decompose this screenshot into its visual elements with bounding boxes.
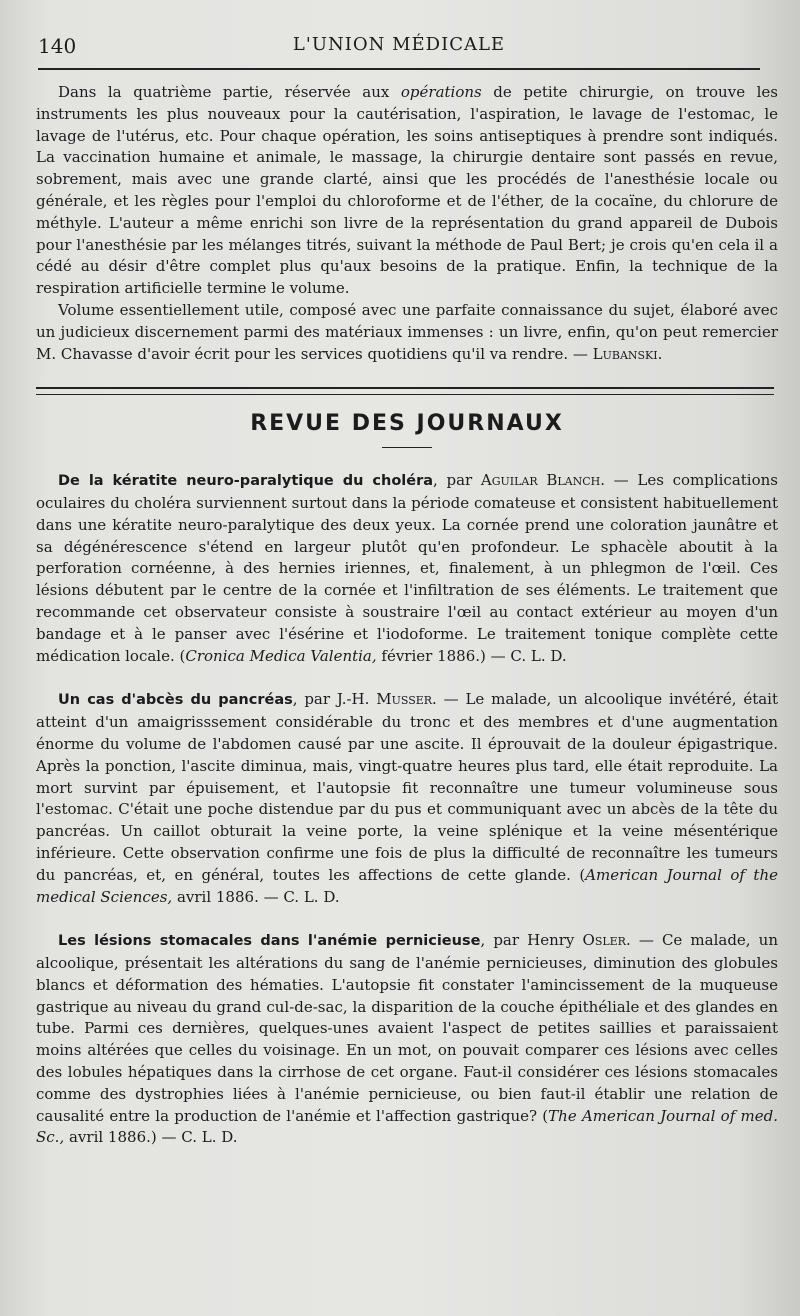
article-title: Un cas d'abcès du pancréas xyxy=(58,692,293,709)
article-keratite xyxy=(36,470,778,667)
review-author: Lubanski. xyxy=(592,344,663,363)
intro-text: Dans la quatrième partie, réservée aux xyxy=(58,83,401,101)
section-divider xyxy=(36,387,774,395)
page-body xyxy=(36,82,778,1149)
article-body xyxy=(36,930,778,1149)
intro-text-2: Volume essentiellement utile, composé avec une parfaite connaissance du sujet, élaboré avec un judicieux discernement parmi des matériaux immenses : un livre, enfin, qu'on peut remercier M. Chavasse d'avoir écrit pour les services quotidiens qu'il va rendre. — xyxy=(36,300,778,363)
intro-paragraph-1 xyxy=(36,82,778,300)
intro-text-rest: de petite chirurgie, on trouve les instruments les plus nouveaux pour la cautérisation, l'aspiration, le lavage de l'estomac, le lavage de l'utérus, etc. Pour chaque opération, les soins antiseptiques à prendre sont indiqués. La vaccination humaine et animale, le massage, la chirurgie dentaire sont passés en revue, sobrement, mais avec une grande clarté, ainsi que les procédés de l'anesthésie locale ou générale, et les règles pour l'emploi du chloroforme et de l'éther, de la cocaïne, du chlorure de méthyle. L'auteur a même enrichi son livre de la représentation du grand appareil de Dubois pour l'anesthésie par les mélanges titrés, suivant la méthode de Paul Bert; je crois qu'en cela il a cédé au désir d'être complet plus qu'aux besoins de la pratique. Enfin, la technique de la respiration artificielle termine le volume. xyxy=(36,83,778,298)
article-anemie xyxy=(36,930,778,1149)
intro-italic: opérations xyxy=(400,83,482,101)
intro-paragraph-2 xyxy=(36,300,778,365)
header-rule xyxy=(38,68,760,70)
article-author: Musser. xyxy=(376,690,437,709)
article-pancreas xyxy=(36,689,778,908)
article-text: — Le malade, un alcoolique invétéré, était atteint d'un amaigrisssement considérable du tronc et des membres et d'une augmentation énorme du volume de l'abdomen causé par une ascite. Il éprouvait de la douleur épigastrique. Après la ponction, l'ascite diminua, mais, vingt-quatre heures plus tard, elle était reproduite. La mort survint par épuisement, et l'autopsie fit reconnaître une tumeur volumineuse sous l'estomac. C'était une poche distendue par du pus et communiquant avec un abcès de la tête du pancréas. Un caillot obturait la veine porte, la veine splénique et la veine mésentérique inférieure. Cette observation confirme une fois de plus la difficulté de reconnaître les tumeurs du pancréas, et, en général, toutes les affections de cette glande. ( xyxy=(36,690,778,884)
article-author: Aguilar Blanch. xyxy=(480,471,605,490)
article-source: The American Journal of med. Sc., xyxy=(36,1106,778,1147)
section-title-rule xyxy=(382,447,432,448)
article-byline: , par xyxy=(433,471,481,490)
article-source: Cronica Medica Valentia, xyxy=(185,646,377,665)
article-text: — Les complications oculaires du choléra surviennent surtout dans la période comateuse et consistent habituellement dans une kératite neuro-paralytique des deux yeux. La cornée prend une coloration jaunâtre et sa dégénérescence s'étend en largeur plutôt qu'en profondeur. Le sphacèle aboutit à la perforation cornéenne, à des hernies iriennes, et, finalement, à un phlegmon de l'œil. Ces lésions débutent par le centre de la cornée et l'infiltration de ses éléments. Le traitement que recommande cet observateur consiste à soustraire l'œil au contact extérieur au moyen d'un bandage et à le panser avec l'ésérine et l'iodoforme. Le traitement tonique complète cette médication locale. ( xyxy=(36,471,778,665)
page-number: 140 xyxy=(38,34,77,58)
article-tail: avril 1886.) — C. L. D. xyxy=(64,1128,238,1147)
article-tail: avril 1886. — C. L. D. xyxy=(172,887,340,906)
article-body xyxy=(36,689,778,908)
article-title: Les lésions stomacales dans l'anémie pernicieuse xyxy=(58,933,481,950)
article-author: Osler. xyxy=(582,931,631,950)
article-tail: février 1886.) — C. L. D. xyxy=(376,646,567,665)
page-header xyxy=(38,34,760,74)
section-title: REVUE DES JOURNAUX xyxy=(250,411,564,437)
running-title: L'UNION MÉDICALE xyxy=(292,34,506,55)
article-body xyxy=(36,470,778,667)
article-source: American Journal of the medical Sciences, xyxy=(36,865,778,906)
article-title: De la kératite neuro-paralytique du choléra xyxy=(58,473,434,490)
article-byline: , par Henry xyxy=(480,931,583,950)
article-text: — Ce malade, un alcoolique, présentait les altérations du sang de l'anémie pernicieuses, diminution des globules blancs et déformation des hématies. L'autopsie fit constater l'amincissement de la muqueuse gastrique au niveau du grand cul-de-sac, la disparition de la couche épithéliale et des glandes en tube. Parmi ces dernières, quelques-unes avaient l'aspect de petites saillies et paraissaient moins altérées que celles du voisinage. En un mot, on pouvait comparer ces lésions avec celles des lobules hépatiques dans la cirrhose de cet organe. Faut-il considérer ces lésions stomacales comme des dystrophies liées à l'anémie pernicieuse, ou bien faut-il établir une relation de causalité entre la production de l'anémie et l'affection gastrique? ( xyxy=(36,931,778,1125)
article-byline: , par J.-H. xyxy=(292,690,377,709)
